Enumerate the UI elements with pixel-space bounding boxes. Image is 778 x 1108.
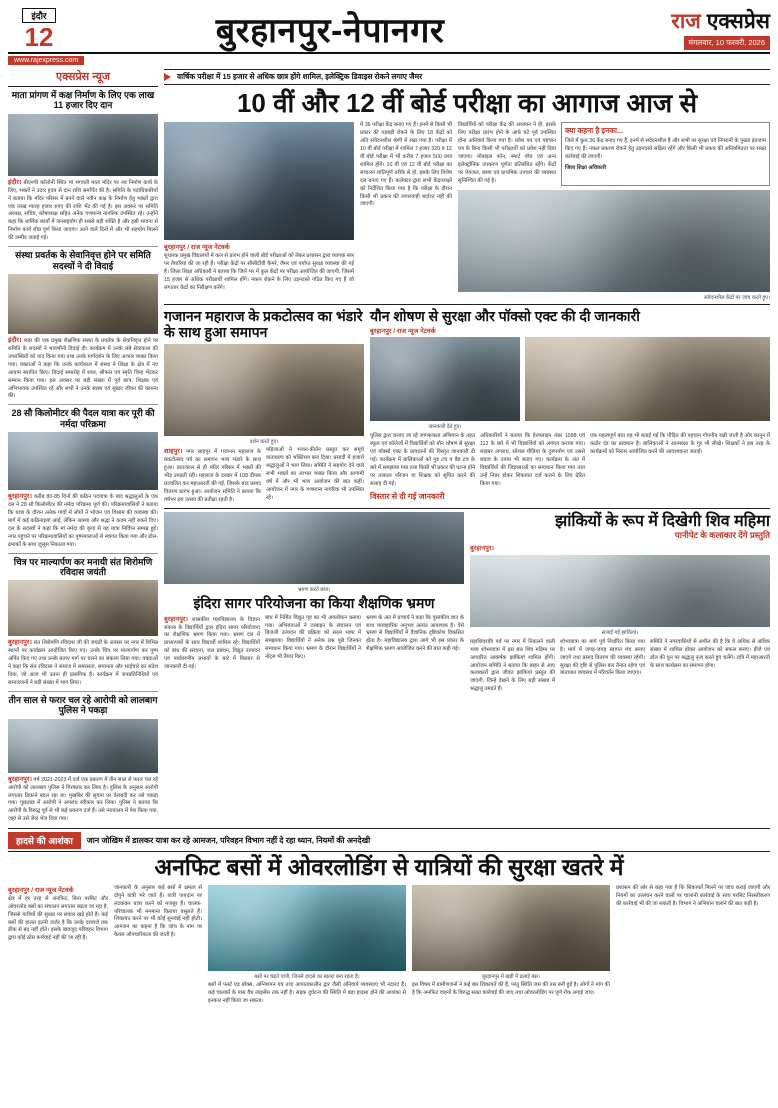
lead-photo-left [164, 122, 354, 240]
pocso-story [370, 308, 770, 505]
bottom-col4: इस विषय में ग्रामीणजनों ने कई बार शिकायतें की हैं, परंतु स्थिति जस की तस बनी हुई है। लोगों ने मांग की है कि अनफिट वाहनों के विरुद्ध सख्त कार्रवाई की जाए तथा ओवरलोडिंग पर पूर्ण रोक लगाई जाए। [412, 981, 610, 996]
lead-sidebar-body: जिले में कुल 36 केंद्र बनाए गए हैं, इनमें से संवेदनशील हैं और सभी पर सुरक्षा एवं निगरानी के पुख्ता इंतजाम किए गए हैं। नकल प्रकरण रोकने हेतु उड़नदस्ते सक्रिय रहेंगे और किसी भी प्रकार की अनियमितता पर सख्त कार्रवाई की जाएगी। [565, 138, 766, 160]
left-story-1 [8, 250, 158, 401]
triangle-icon [164, 73, 171, 81]
pocso-caption-left: जानकारी देते हुए। [428, 424, 462, 431]
express-news-column [8, 69, 158, 824]
masthead-title-block [70, 14, 590, 50]
lead-byline: बुरहानपुर / राज न्यूज नेटवर्क [164, 244, 230, 252]
bottom-red-tag: हादसे की आशंका [8, 832, 81, 849]
lead-headline: 10 वीं और 12 वीं बोर्ड परीक्षा का आगाज आज से [236, 88, 698, 118]
left-story-1-headline: संस्था प्रवर्तक के सेवानिवृत्त होने पर समिति सदस्यों ने दी विदाई [15, 250, 151, 271]
pocso-photo-left [370, 337, 520, 421]
indira-body-1-text: शासकीय महाविद्यालय के विज्ञान संकाय के विद्यार्थियों द्वारा इंदिरा सागर परियोजना का शैक्षणिक भ्रमण किया गया। भ्रमण दल में प्राध्यापकों के साथ विद्यार्थी शामिल रहे। विद्यार्थियों को बांध की संरचना, जल प्रबंधन, विद्युत उत्पादन एवं पर्यावरणीय प्रभावों के बारे में विस्तार से जानकारी दी गई। [164, 616, 260, 671]
left-story-3 [8, 557, 158, 688]
pocso-photo-right-block [525, 337, 770, 430]
lead-kicker-band [164, 69, 770, 85]
bottom-photo-left [208, 885, 406, 971]
left-story-0-headline: माता प्रांगण में कक्ष निर्माण के लिए एक लाख 11 हजार दिए दान [11, 90, 155, 111]
bottom-headline: अनफिट बसों में ओवरलोडिंग से यात्रियों की सुरक्षा खतरे में [154, 854, 624, 881]
bottom-photo-left-block [208, 885, 406, 1006]
lead-right-block [458, 122, 770, 301]
pocso-body-1: पुलिस द्वारा चलाए जा रहे जागरूकता अभियान के तहत स्कूल एवं कॉलेजों में विद्यार्थियों को यौन शोषण से सुरक्षा एवं पॉक्सो एक्ट के प्रावधानों की विस्तृत जानकारी दी गई। कार्यक्रम में बालिकाओं को गुड टच व बैड टच के बारे में समझाया गया तथा किसी भी प्रकार की घटना होने पर तत्काल परिजन या शिक्षक को सूचित करने की सलाह दी गई। [370, 433, 476, 488]
bottom-body-area [8, 885, 770, 1006]
lead-col2-block [360, 122, 452, 301]
bottom-col5: प्रशासन की ओर से कहा गया है कि शिकायतें मिलने पर जांच कराई जाएगी और नियमों का उल्लंघन करने वालों पर चालानी कार्रवाई के साथ परमिट निरस्तीकरण की कार्रवाई भी की जा सकती है। विभाग ने अभियान चलाने की बात कही है। [616, 884, 770, 907]
left-story-3-text: संत शिरोमणि रविदास जी की जयंती के अवसर पर नगर में विभिन्न स्थानों पर कार्यक्रम आयोजित किए गए। उनके चित्र पर माल्यार्पण कर पुष्प अर्पित किए गए तथा उनके बताए मार्ग पर चलने का संकल्प लिया गया। वक्ताओं ने कहा कि संत रविदास ने समाज में समरसता, समानता और भाईचारे का संदेश दिया, जो आज भी उतना ही प्रासंगिक है। कार्यक्रम में जनप्रतिनिधियों एवं समाजजनों ने बड़ी संख्या में भाग लिया। [8, 640, 158, 686]
indira-story [164, 512, 464, 695]
left-story-2-text: करीब 80-85 दिनों की कठिन पदयात्रा के बाद श्रद्धालुओं के एक दल ने 28 सौ किलोमीटर की नर्मदा परिक्रमा पूर्ण की। परिक्रमावासियों ने बताया कि यात्रा के दौरान अनेक गांवों में लोगों ने भोजन एवं विश्राम की व्यवस्था की। मार्ग में कई कठिनाइयां आईं, लेकिन आस्था और श्रद्धा ने कदम नहीं रुकने दिए। दल के सदस्यों ने कहा कि मां नर्मदा की कृपा से यह यात्रा निर्विघ्न सम्पन्न हुई। नगर पहुंचने पर परिक्रमावासियों का पुष्पमालाओं से स्वागत किया गया और ढोल-ढमाकों के साथ जुलूस निकाला गया। [8, 494, 158, 548]
indira-photo [164, 512, 464, 584]
bottom-caption-right: बुरहानपुर में खड़ी में ढलाई बस। [482, 973, 540, 980]
left-story-3-byline: बुरहानपुर। [8, 639, 32, 647]
lead-body-area [164, 122, 770, 301]
left-story-3-photo [8, 580, 158, 636]
left-story-1-body [8, 336, 158, 402]
left-story-3-headline: चित्र पर माल्यार्पण कर मनायी संत शिरोमणि रविदास जयंती [13, 556, 153, 577]
shiv-byline: बुरहानपुर। [470, 544, 494, 552]
lead-photo-right-caption: संवेदनशील केंद्रों पर जांच करते हुए। [704, 294, 770, 301]
indira-body-3: भ्रमण के अंत में प्राचार्य ने कहा कि पुस्तकीय ज्ञान के साथ व्यावहारिक अनुभव अत्यंत आवश्यक है। ऐसे भ्रमण से विद्यार्थियों में वैज्ञानिक दृष्टिकोण विकसित होता है। महाविद्यालय द्वारा आगे भी इस प्रकार के शैक्षणिक भ्रमण आयोजित करने की बात कही गई। [366, 614, 464, 653]
lead-col2: में 36 परीक्षा केंद्र बनाए गए हैं। इनमें से किसी भी प्रकार की गड़बड़ी रोकने के लिए 18 केंद्रों को अति संवेदनशील श्रेणी में रखा गया है। परीक्षा में 10 वीं बोर्ड परीक्षा में शामिल 7 हजार 320 व 12 वीं बोर्ड परीक्षा में भी करीब 7 हजार 500 छात्र शामिल होंगे। 10 वीं एवं 12 वीं बोर्ड परीक्षा का संचालन शांतिपूर्ण तरीके से हो, इसके लिए विशेष दल बनाए गए हैं। कलेक्टर द्वारा सभी केंद्राध्यक्षों को निर्देशित किया गया है कि परीक्षा के दौरान किसी भी प्रकार की लापरवाही बर्दाश्त नहीं की जाएगी। [360, 122, 452, 208]
gajanan-body-1-text: नगर साहपुर में गजानन महाराज के प्रकटोत्सव पर्व का समापन भव्य भंडारे के साथ हुआ। प्रातःकाल से ही मंदिर परिसर में भक्तों की भीड़ उमड़ती रही। महाराज के दरबार में 108 दीपक प्रज्वलित कर महाआरती की गई, जिसके बाद प्रसाद वितरण प्रारंभ हुआ। आयोजन समिति ने बताया कि वर्षभर इस उत्सव की प्रतीक्षा रहती है। [164, 449, 261, 503]
left-story-0-byline: इंदौर। [8, 178, 22, 186]
page-title: बुरहानपुर-नेपानगर [215, 12, 445, 51]
website-url[interactable]: www.rajexpress.com [8, 56, 84, 65]
edition-city: इंदौर [22, 8, 55, 23]
left-story-0 [8, 90, 158, 243]
bottom-col2: जानकारी के अनुसार कई बसों में क्षमता से दोगुने यात्री भरे जाते हैं। यात्री पायदान पर लटककर यात्रा करने को मजबूर हैं। चालक-परिचालक भी मनमाना किराया वसूलते हैं। शिकायत करने पर भी कोई सुनवाई नहीं होती। आमजन का कहना है कि जांच के नाम पर केवल औपचारिकता की जाती है। [114, 884, 202, 939]
pocso-photo-left-block [370, 337, 520, 430]
lead-sidebar-name: जिला शिक्षा अधिकारी [565, 164, 607, 171]
mid-band [164, 308, 770, 505]
bottom-col1-block [8, 885, 108, 1006]
left-story-4 [8, 695, 158, 824]
shiv-headline: झांकियों के रूप में दिखेगी शिव महिमा [555, 512, 770, 530]
left-story-3-body [8, 638, 158, 688]
pocso-byline: बुरहानपुर / राज न्यूज नेटवर्क [370, 328, 436, 336]
shiv-photo [470, 555, 770, 627]
left-story-1-text: शहर की एक प्रमुख शैक्षणिक संस्था के प्रवर्तक के सेवानिवृत्त होने पर समिति के सदस्यों ने भावभीनी विदाई दी। कार्यक्रम में उनके लंबे सेवाकाल की उपलब्धियों को याद किया गया तथा उनके मार्गदर्शन के लिए आभार व्यक्त किया गया। वक्ताओं ने कहा कि उनके कार्यकाल में संस्था ने शिक्षा के क्षेत्र में नए आयाम स्थापित किए। विदाई समारोह में शाल, श्रीफल एवं स्मृति चिन्ह भेंटकर सम्मान किया गया। इस अवसर पर बड़ी संख्या में पूर्व छात्र, शिक्षक एवं अभिभावक उपस्थित रहे और सभी ने उनके स्वस्थ एवं सुखद जीवन की कामना की। [8, 337, 158, 400]
bottom-story [8, 828, 770, 1005]
bottom-col3: बसों में फर्स्ट एड बॉक्स, अग्निशमन यंत्र तथा आपातकालीन द्वार जैसी अनिवार्य व्यवस्थाएं भी नदारद हैं। कई चालकों के पास वैध लाइसेंस तक नहीं है। सड़क दुर्घटना की स्थिति में बड़ा हादसा होने की आशंका से इनकार नहीं किया जा सकता। [208, 981, 406, 1004]
masthead-edition [8, 6, 70, 50]
left-story-0-photo [8, 114, 158, 176]
lead-col3-block [458, 122, 556, 186]
lead-col3: विद्यार्थियों को परीक्षा केंद्र की अध्ययन ने ही, इसके लिए परीक्षा प्रारंभ होने के आधे घंटे पूर्व उपस्थित होना अनिवार्य किया गया है। प्रवेश पत्र एवं पहचान पत्र के बिना किसी भी परीक्षार्थी को प्रवेश नहीं दिया जाएगा। मोबाइल फोन, स्मार्ट वॉच एवं अन्य इलेक्ट्रॉनिक उपकरण पूर्णतः प्रतिबंधित रहेंगे। केंद्रों पर पेयजल, छाया एवं प्राथमिक उपचार की व्यवस्था सुनिश्चित की गई है। [458, 122, 556, 184]
bottom-photo-right-block [412, 885, 610, 1006]
pocso-body-2: अधिकारियों ने बताया कि हेल्पलाइन नंबर 1098 एवं 112 के बारे में भी विद्यार्थियों को अवगत कराया गया। साइबर अपराध, सोशल मीडिया के दुरुपयोग एवं उससे बचाव के उपाय भी बताए गए। कार्यक्रम के अंत में विद्यार्थियों की जिज्ञासाओं का समाधान किया गया तथा उन्हें निडर होकर शिकायत दर्ज कराने के लिए प्रेरित किया गया। [480, 433, 585, 488]
indira-body-2: बांध में निर्मित विद्युत गृह का भी अवलोकन कराया गया। अभियंताओं ने टरबाइन के संचालन एवं बिजली उत्पादन की प्रक्रिया को सरल भाषा में समझाया। विद्यार्थियों ने अनेक प्रश्न पूछे जिनका समाधान किया गया। भ्रमण के दौरान विद्यार्थियों ने नोट्स भी तैयार किए। [265, 614, 361, 661]
indira-body-1 [164, 615, 260, 673]
shiv-body-1: महाशिवरात्रि पर्व पर नगर में निकलने वाली भव्य शोभायात्रा में इस बार शिव महिमा पर आधारित आकर्षक झांकियां शामिल होंगी। आयोजन समिति ने बताया कि बाहर से आए कलाकारों द्वारा जीवंत झांकियां प्रस्तुत की जाएंगी, जिन्हें देखने के लिए बड़ी संख्या में श्रद्धालु उमड़ते हैं। [470, 638, 555, 693]
left-story-4-photo [8, 719, 158, 773]
brand-logo-black: एक्सप्रेस [706, 10, 770, 33]
brand-logo-red: राज [671, 10, 707, 33]
lead-sidebar-box [561, 122, 770, 186]
left-story-2-body [8, 492, 158, 550]
bottom-kicker: जान जोखिम में डालकर यात्रा कर रहे आमजन, परिवहन विभाग नहीं दे रहा ध्यान, नियमों की अनदेखी [86, 836, 371, 846]
left-story-1-photo [8, 274, 158, 334]
shiv-story [470, 512, 770, 695]
gajanan-headline: गजानन महाराज के प्रकटोत्सव का भंडारे के साथ हुआ समापन [164, 307, 363, 341]
left-story-0-body [8, 178, 158, 244]
pocso-text-columns [370, 433, 770, 501]
pocso-body-3: एक महत्वपूर्ण बात यह भी बताई गई कि पीड़ित की पहचान गोपनीय रखी जाती है और कानून में कठोर दंड का प्रावधान है। बालिकाओं ने आत्मरक्षा के गुर भी सीखे। शिक्षकों ने इस तरह के कार्यक्रमों को निरंतर आयोजित करने की आवश्यकता जताई। [590, 433, 770, 456]
main-content [164, 69, 770, 824]
publication-date: मंगलवार, 10 फरवरी, 2026 [684, 36, 770, 50]
lead-sidebar-title: क्या कहना है इनका... [565, 126, 624, 136]
left-story-2-headline: 28 सौ किलोमीटर की पैदल यात्रा कर पूरी की नर्मदा परिक्रमा [11, 408, 155, 429]
left-story-2 [8, 408, 158, 549]
left-story-2-byline: बुरहानपुर। [8, 493, 32, 501]
left-story-1-byline: इंदौर। [8, 336, 22, 344]
shiv-body-2: शोभायात्रा का मार्ग पूर्व निर्धारित किया गया है। मार्ग में जगह-जगह स्वागत मंच बनाए जाएंगे तथा प्रसाद वितरण की व्यवस्था रहेगी। सुरक्षा की दृष्टि से पुलिस बल तैनात रहेगा एवं यातायात व्यवस्था में परिवर्तन किया जाएगा। [560, 638, 645, 677]
indira-headline: इंदिरा सागर परियोजना का किया शैक्षणिक भ्रमण [193, 594, 435, 611]
third-band [164, 512, 770, 695]
left-story-4-headline: तीन साल से फरार चल रहे आरोपी को लालबाग पुलिस ने पकड़ा [8, 694, 158, 716]
masthead-brand [590, 11, 770, 50]
pocso-subhead: विस्तार से दी गई जानकारी [370, 491, 445, 501]
pocso-photo-right [525, 337, 770, 421]
edition-day: 12 [24, 22, 54, 52]
lead-photo-right [458, 190, 770, 292]
bottom-byline: बुरहानपुर / राज न्यूज नेटवर्क [8, 886, 74, 894]
gajanan-byline: शाहपुर। [164, 448, 183, 456]
gajanan-body-2: महिलाओं ने भजन-कीर्तन प्रस्तुत कर समूचे वातावरण को भक्तिमय बना दिया। प्रसादी में हजारों श्रद्धालुओं ने भाग लिया। समिति ने सहयोग देने वाले सभी भक्तों का आभार व्यक्त किया और आगामी वर्ष में और भी भव्य आयोजन की बात कही। आयोजन में नगर के गणमान्य नागरिक भी उपस्थित रहे। [266, 447, 364, 501]
gajanan-body-1 [164, 447, 261, 505]
lead-col1: सुधारक प्रमुख विद्यालयों में कल से प्रारंभ होने वाली बोर्ड परीक्षाओं को लेकर प्रशासन द्वारा व्यापक स्तर पर तैयारियां की जा रही हैं। परीक्षा केंद्रों पर सीसीटीवी कैमरे, जैमर एवं पर्याप्त सुरक्षा व्यवस्था की गई है। जिला शिक्षा अधिकारी ने बताया कि जिले भर में कुल केंद्रों पर परीक्षा आयोजित की जाएगी, जिसमें 15 हजार से अधिक परीक्षार्थी शामिल होंगे। नकल रोकने के लिए उड़नदस्ते गठित किए गए हैं जो लगातार केंद्रों का निरीक्षण करेंगे। [164, 253, 354, 291]
left-story-0-text: बीएनपी कॉलोनी स्थित मां भगवती माता मंदिर पर नव निर्माण कार्य के लिए, भक्तों ने उदार हृदय से दान राशि समर्पित की है। समिति के पदाधिकारियों ने बताया कि मंदिर परिसर में बनने वाले नवीन कक्ष के निर्माण हेतु भक्तों द्वारा एक लाख ग्यारह हजार रुपए की राशि भेंट की गई है। इस अवसर पर समिति अध्यक्ष, सचिव, कोषाध्यक्ष सहित अनेक गणमान्य नागरिक उपस्थित रहे। उन्होंने कहा कि धार्मिक कार्यों में जनसहयोग ही सबसे बड़ी शक्ति है और इसी भावना से निर्माण कार्य शीघ्र पूर्ण किया जाएगा। आने वाले दिनों में और भी सहयोग मिलने की उम्मीद जताई गई। [8, 179, 158, 242]
left-story-4-body [8, 775, 158, 825]
gajanan-caption: दर्शन करते हुए। [249, 439, 279, 446]
indira-byline: बुरहानपुर। [164, 615, 188, 623]
shiv-body-3: समिति ने नगरवासियों से अपील की है कि वे अधिक से अधिक संख्या में शामिल होकर आयोजन को सफल बनाएं। डीजे एवं ढोल की धुन पर श्रद्धालु नृत्य करते हुए चलेंगे। रात्रि में महाआरती के साथ कार्यक्रम का समापन होगा। [650, 638, 770, 669]
pocso-headline: यौन शोषण से सुरक्षा और पॉक्सो एक्ट की दी जानकारी [370, 307, 640, 324]
left-story-4-text: वर्ष 2021-2023 में दर्ज एक प्रकरण में तीन साल से फरार चल रहे आरोपी को लालबाग पुलिस ने गिरफ्तार कर लिया है। पुलिस के अनुसार आरोपी लगातार ठिकाने बदल रहा था। मुखबिर की सूचना पर घेराबंदी कर उसे पकड़ा गया। पूछताछ में आरोपी ने अपराध स्वीकार कर लिया। पुलिस ने बताया कि आरोपी के विरुद्ध पूर्व से भी कई प्रकरण दर्ज हैं। उसे न्यायालय में पेश किया गया, जहां से उसे जेल भेज दिया गया। [8, 776, 158, 823]
gajanan-story [164, 308, 364, 505]
shiv-subhead: पानीपेट के कलाकार देंगे प्रस्तुति [674, 529, 770, 540]
shiv-caption: सजाई गई झांकियां। [601, 629, 639, 636]
left-story-2-photo [8, 432, 158, 490]
left-story-4-byline: बुरहानपुर। [8, 775, 32, 783]
lead-photo-left-block [164, 122, 354, 301]
bottom-photo-right [412, 885, 610, 971]
masthead [8, 6, 770, 54]
brand-logo [590, 11, 770, 32]
bottom-col1: क्षेत्र में हर तरह से अनफिट, बिना परमिट और ओवरलोड बसों का संचालन लगातार बढ़ता जा रहा है, जिससे यात्रियों की सुरक्षा पर सवाल खड़े होते हैं। कई बसों की हालत इतनी जर्जर है कि उनके दरवाजे तक ठीक से बंद नहीं होते। इसके बावजूद परिवहन विभाग द्वारा कोई ठोस कार्रवाई नहीं की जा रही है। [8, 895, 108, 942]
lead-kicker: वार्षिक परीक्षा में 15 हजार से अधिक छात्र होंगे शामिल, इलेक्ट्रिक डिवाइस रोकने लगाए जैमर [177, 72, 423, 81]
express-news-label: एक्सप्रेस न्यूज [8, 69, 158, 87]
pocso-col1 [370, 433, 475, 501]
gajanan-photo [164, 344, 364, 436]
bottom-caption-left: बसों पर चढ़ते यात्री, जिनसे हादसे का खतरा बना रहता है। [254, 973, 360, 980]
indira-caption: भ्रमण करते छात्र। [297, 586, 331, 593]
